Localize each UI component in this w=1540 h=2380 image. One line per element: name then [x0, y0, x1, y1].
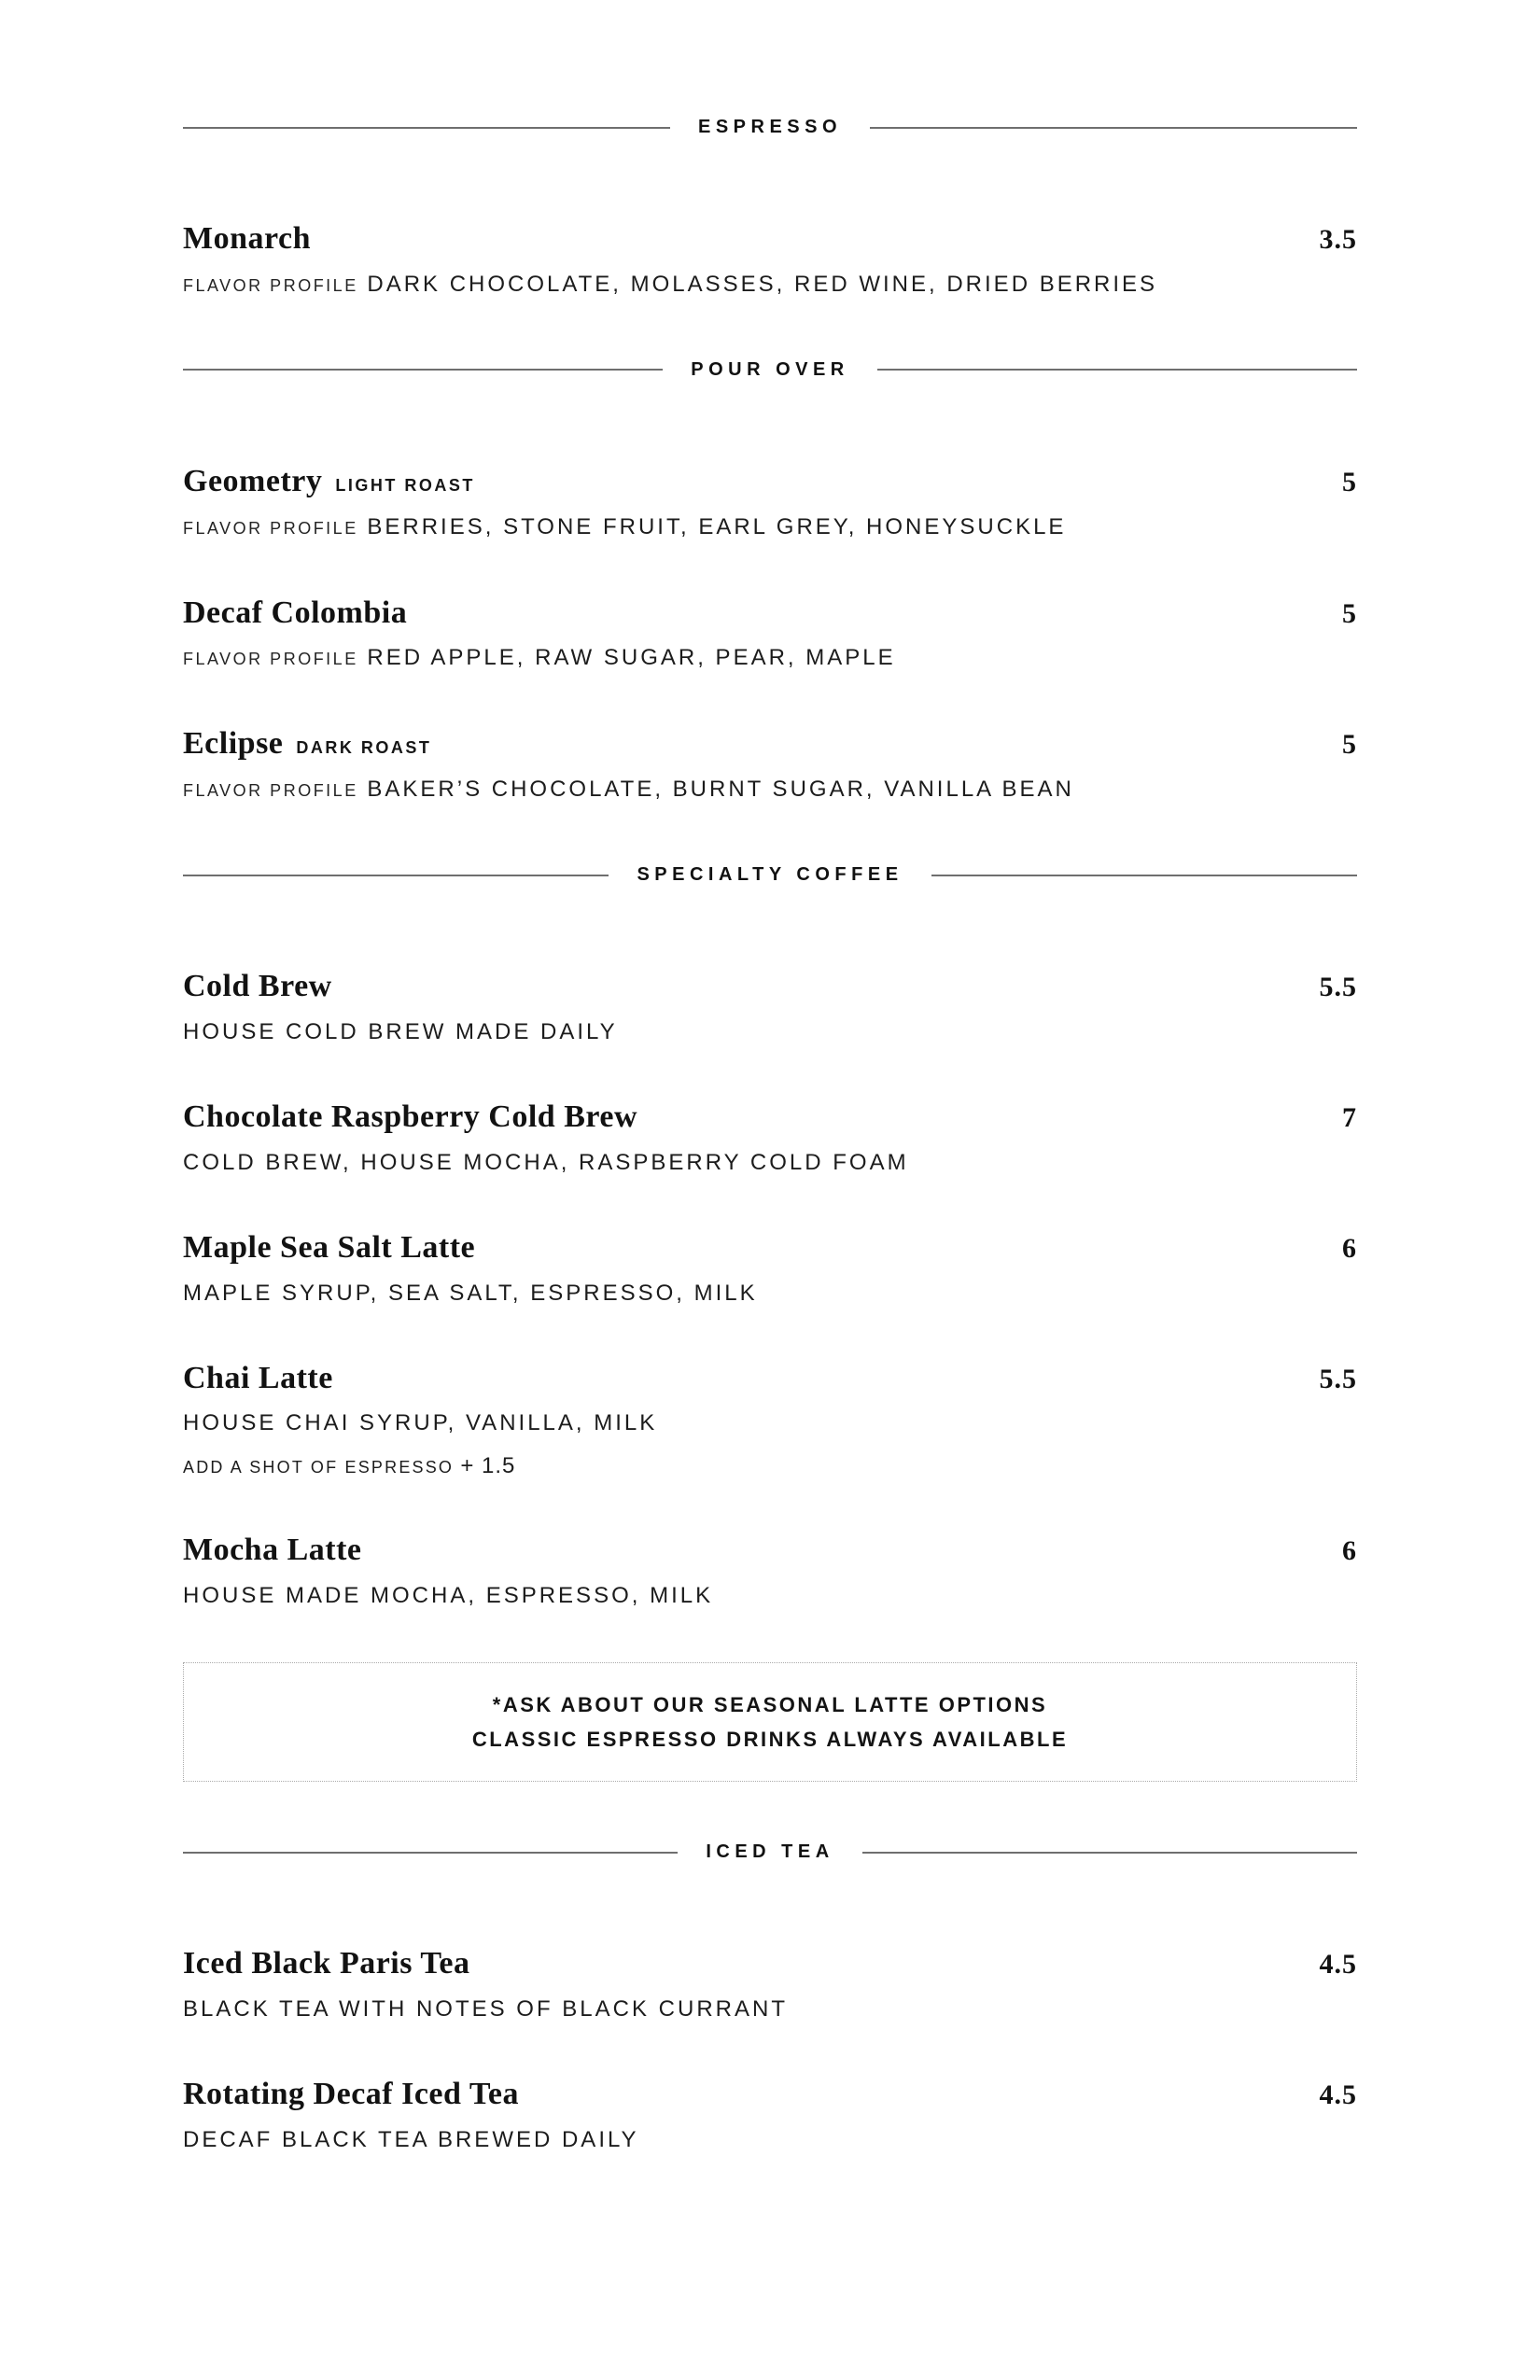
addon-price: + 1.5 — [460, 1453, 516, 1479]
item-header — [183, 1229, 1357, 1267]
item-price: 7 — [1342, 1101, 1357, 1133]
item-description — [183, 776, 1357, 805]
item-name: Monarch — [183, 221, 311, 256]
item-header — [183, 1099, 1357, 1137]
divider-line-right — [870, 127, 1357, 129]
item-header — [183, 220, 1357, 259]
section-header — [183, 1841, 1357, 1863]
item-name: Cold Brew — [183, 969, 332, 1004]
item-price: 4.5 — [1319, 1949, 1357, 1981]
item-header — [183, 595, 1357, 633]
flavor-profile-text: BAKER’S CHOCOLATE, BURNT SUGAR, VANILLA BEAN — [367, 777, 1074, 803]
item-description: HOUSE COLD BREW MADE DAILY — [183, 1018, 618, 1044]
item-name-text: Eclipse — [183, 726, 284, 762]
roast-label: DARK ROAST — [296, 738, 432, 758]
menu-item-maple-sea-salt-latte — [183, 1229, 1357, 1308]
divider-line-left — [183, 127, 670, 129]
divider-line-left — [183, 1852, 678, 1854]
section-pour-over — [183, 359, 1357, 805]
divider-line-right — [862, 1852, 1357, 1854]
item-header — [183, 1360, 1357, 1398]
section-title: POUR OVER — [691, 358, 849, 380]
section-iced-tea — [183, 1841, 1357, 2154]
item-description: BLACK TEA WITH NOTES OF BLACK CURRANT — [183, 1995, 788, 2022]
item-description: MAPLE SYRUP, SEA SALT, ESPRESSO, MILK — [183, 1280, 758, 1306]
menu-item-mocha-latte — [183, 1532, 1357, 1610]
section-title: SPECIALTY COFFEE — [637, 864, 903, 886]
item-addon — [183, 1453, 1357, 1479]
item-name: Mocha Latte — [183, 1533, 362, 1568]
item-header — [183, 968, 1357, 1006]
item-name: Chai Latte — [183, 1360, 333, 1395]
item-header — [183, 725, 1357, 763]
item-name — [183, 463, 475, 501]
item-price: 5.5 — [1319, 1363, 1357, 1394]
item-price: 4.5 — [1319, 2079, 1357, 2110]
item-name-text: Geometry — [183, 463, 323, 498]
item-description: HOUSE MADE MOCHA, ESPRESSO, MILK — [183, 1583, 714, 1609]
item-header — [183, 1945, 1357, 1983]
section-header — [183, 359, 1357, 381]
item-price: 6 — [1342, 1232, 1357, 1264]
item-name: Iced Black Paris Tea — [183, 1946, 470, 1981]
menu-item-decaf-colombia — [183, 595, 1357, 674]
menu-item-chai-latte — [183, 1360, 1357, 1480]
section-title: ICED TEA — [706, 1841, 834, 1863]
flavor-profile-label: FLAVOR PROFILE — [183, 518, 358, 538]
flavor-profile-label: FLAVOR PROFILE — [183, 650, 358, 669]
addon-label: ADD A SHOT OF ESPRESSO — [183, 1458, 455, 1477]
item-price: 6 — [1342, 1535, 1357, 1567]
menu-item-chocolate-raspberry-cold-brew — [183, 1099, 1357, 1177]
section-title: ESPRESSO — [697, 117, 843, 137]
item-header — [183, 2076, 1357, 2114]
item-header — [183, 463, 1357, 501]
flavor-profile-label: FLAVOR PROFILE — [183, 275, 358, 295]
menu-item-iced-black-paris-tea — [183, 1945, 1357, 2023]
roast-label: LIGHT ROAST — [335, 475, 475, 495]
divider-line-right — [877, 369, 1357, 371]
note-line: *ASK ABOUT OUR SEASONAL LATTE OPTIONS — [492, 1693, 1048, 1717]
item-name: Decaf Colombia — [183, 595, 408, 630]
section-header — [183, 864, 1357, 886]
item-description — [183, 513, 1357, 542]
divider-line-right — [931, 875, 1357, 876]
menu-item-eclipse — [183, 725, 1357, 805]
item-price: 5 — [1342, 597, 1357, 629]
flavor-profile-text: RED APPLE, RAW SUGAR, PEAR, MAPLE — [367, 645, 896, 671]
item-name: Maple Sea Salt Latte — [183, 1229, 476, 1265]
note-line: CLASSIC ESPRESSO DRINKS ALWAYS AVAILABLE — [471, 1728, 1069, 1752]
section-specialty-coffee — [183, 864, 1357, 1782]
divider-line-left — [183, 369, 663, 371]
menu-item-cold-brew — [183, 968, 1357, 1046]
item-description — [183, 644, 1357, 673]
item-price: 5.5 — [1319, 972, 1357, 1003]
item-description: HOUSE CHAI SYRUP, VANILLA, MILK — [183, 1410, 658, 1436]
item-header — [183, 1532, 1357, 1570]
section-espresso — [183, 117, 1357, 300]
item-description — [183, 271, 1357, 300]
flavor-profile-label: FLAVOR PROFILE — [183, 781, 358, 801]
item-name: Chocolate Raspberry Cold Brew — [183, 1099, 637, 1134]
item-price: 3.5 — [1319, 224, 1357, 255]
item-name: Rotating Decaf Iced Tea — [183, 2076, 519, 2111]
item-description: COLD BREW, HOUSE MOCHA, RASPBERRY COLD FOAM — [183, 1149, 909, 1175]
section-header — [183, 117, 1357, 138]
item-description: DECAF BLACK TEA BREWED DAILY — [183, 2126, 639, 2152]
flavor-profile-text: BERRIES, STONE FRUIT, EARL GREY, HONEYSUCKLE — [367, 513, 1067, 539]
seasonal-note-box — [183, 1662, 1357, 1782]
flavor-profile-text: DARK CHOCOLATE, MOLASSES, RED WINE, DRIED BERRIES — [367, 271, 1158, 297]
menu-item-geometry — [183, 463, 1357, 542]
item-price: 5 — [1342, 466, 1357, 497]
menu-item-rotating-decaf-iced-tea — [183, 2076, 1357, 2154]
item-price: 5 — [1342, 729, 1357, 761]
divider-line-left — [183, 875, 609, 876]
item-name — [183, 725, 431, 763]
menu-item-monarch — [183, 220, 1357, 300]
